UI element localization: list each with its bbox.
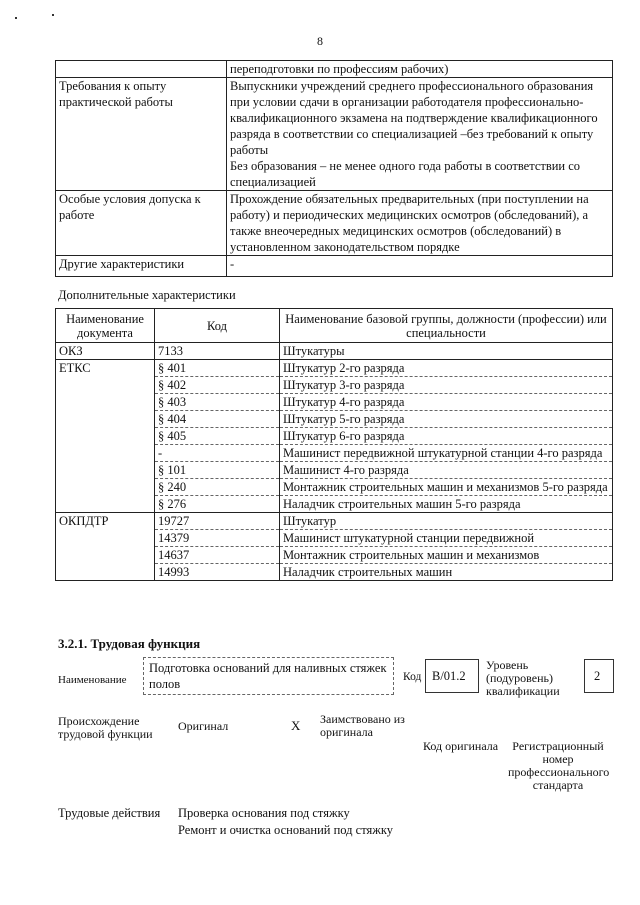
level-label: Уровень (подуровень) квалификации xyxy=(486,658,560,698)
code-cell: § 403 xyxy=(155,394,280,411)
level-value: 2 xyxy=(594,669,601,683)
name-cell: Машинист 4-го разряда xyxy=(280,462,613,479)
scan-speck xyxy=(52,14,54,16)
scan-speck xyxy=(15,17,17,19)
qualification-requirements-table xyxy=(55,60,613,277)
code-cell: 14637 xyxy=(155,547,280,564)
table-row xyxy=(56,496,613,513)
doc-cell xyxy=(56,479,155,496)
doc-cell: ЕТКС xyxy=(56,360,155,377)
row-label: Другие характеристики xyxy=(56,256,227,277)
name-label: Наименование xyxy=(58,674,127,686)
name-cell: Штукатур 4-го разряда xyxy=(280,394,613,411)
page-number: 8 xyxy=(317,34,323,48)
header-code: Код xyxy=(155,309,280,343)
name-cell: Штукатур xyxy=(280,513,613,530)
doc-cell xyxy=(56,530,155,547)
name-cell: Штукатур 5-го разряда xyxy=(280,411,613,428)
labor-action-item: Ремонт и очистка оснований под стяжку xyxy=(178,823,394,837)
doc-cell xyxy=(56,377,155,394)
row-value: - xyxy=(227,256,613,277)
table-row xyxy=(56,360,613,377)
name-cell: Наладчик строительных машин xyxy=(280,564,613,581)
table-row xyxy=(56,256,613,277)
name-cell: Штукатуры xyxy=(280,343,613,360)
additional-characteristics-title: Дополнительные характеристики xyxy=(58,288,236,302)
name-cell: Монтажник строительных машин и механизмов 5-го разряда xyxy=(280,479,613,496)
table-row xyxy=(56,547,613,564)
doc-cell xyxy=(56,496,155,513)
doc-cell: ОКЗ xyxy=(56,343,155,360)
original-code-label: Код оригинала xyxy=(423,739,499,753)
table-row xyxy=(56,191,613,256)
row-label: Требования к опыту практической работы xyxy=(56,78,227,191)
name-cell: Штукатур 2-го разряда xyxy=(280,360,613,377)
name-cell: Машинист передвижной штукатурной станции 4-го разряда xyxy=(280,445,613,462)
code-cell: § 405 xyxy=(155,428,280,445)
table-header-row xyxy=(56,309,613,343)
code-cell: § 101 xyxy=(155,462,280,479)
row-label xyxy=(56,61,227,78)
table-row xyxy=(56,530,613,547)
doc-cell xyxy=(56,564,155,581)
table-row xyxy=(56,61,613,78)
code-cell: § 276 xyxy=(155,496,280,513)
row-label: Особые условия допуска к работе xyxy=(56,191,227,256)
original-mark: X xyxy=(291,718,301,733)
code-label: Код xyxy=(403,671,422,683)
table-row xyxy=(56,343,613,360)
origin-label: Происхождение трудовой функции xyxy=(58,714,153,741)
doc-cell xyxy=(56,394,155,411)
table-row xyxy=(56,564,613,581)
doc-cell xyxy=(56,411,155,428)
header-doc: Наименование документа xyxy=(56,309,155,343)
doc-cell: ОКПДТР xyxy=(56,513,155,530)
doc-cell xyxy=(56,547,155,564)
code-cell: 14993 xyxy=(155,564,280,581)
doc-cell xyxy=(56,428,155,445)
table-row xyxy=(56,394,613,411)
borrowed-label: Заимствовано из оригинала xyxy=(320,712,405,739)
code-cell: 19727 xyxy=(155,513,280,530)
row-value: переподготовки по профессиям рабочих) xyxy=(227,61,613,78)
code-cell: 7133 xyxy=(155,343,280,360)
labor-action-item: Проверка основания под стяжку xyxy=(178,806,350,820)
table-row xyxy=(56,479,613,496)
code-value: В/01.2 xyxy=(432,669,466,683)
registration-number-label: Регистрационный номер профессионального стандарта xyxy=(508,739,610,792)
table-row xyxy=(56,411,613,428)
row-value: Выпускники учреждений среднего профессионального образования при условии сдачи в организации работодателя профессионально-квалификационного экзамена на подтверждение квалификационного разряда в соответствии со специализацией –без требований к опыту работы Без образования – не менее одного года работы в соответствии со специализацией xyxy=(227,78,613,191)
header-name: Наименование базовой группы, должности (профессии) или специальности xyxy=(280,309,613,343)
table-row xyxy=(56,377,613,394)
additional-characteristics-table xyxy=(55,308,613,581)
labor-actions-label: Трудовые действия xyxy=(58,806,161,820)
function-name-value: Подготовка оснований для наливных стяжек полов xyxy=(149,661,387,691)
name-cell: Штукатур 3-го разряда xyxy=(280,377,613,394)
table-row xyxy=(56,513,613,530)
code-cell: 14379 xyxy=(155,530,280,547)
name-cell: Машинист штукатурной станции передвижной xyxy=(280,530,613,547)
table-row xyxy=(56,428,613,445)
doc-cell xyxy=(56,462,155,479)
doc-cell xyxy=(56,445,155,462)
original-label: Оригинал xyxy=(178,719,229,733)
table-row xyxy=(56,462,613,479)
table-row xyxy=(56,445,613,462)
code-cell: - xyxy=(155,445,280,462)
name-cell: Монтажник строительных машин и механизмов xyxy=(280,547,613,564)
labor-function-heading: 3.2.1. Трудовая функция xyxy=(58,636,201,651)
row-value: Прохождение обязательных предварительных (при поступлении на работу) и периодических медицинских осмотров (обследований), а также внеочередных медицинских осмотров (обследований) в установленном законодательством порядке xyxy=(227,191,613,256)
name-cell: Штукатур 6-го разряда xyxy=(280,428,613,445)
code-cell: § 240 xyxy=(155,479,280,496)
name-cell: Наладчик строительных машин 5-го разряда xyxy=(280,496,613,513)
table-row xyxy=(56,78,613,191)
code-cell: § 401 xyxy=(155,360,280,377)
code-cell: § 404 xyxy=(155,411,280,428)
code-cell: § 402 xyxy=(155,377,280,394)
